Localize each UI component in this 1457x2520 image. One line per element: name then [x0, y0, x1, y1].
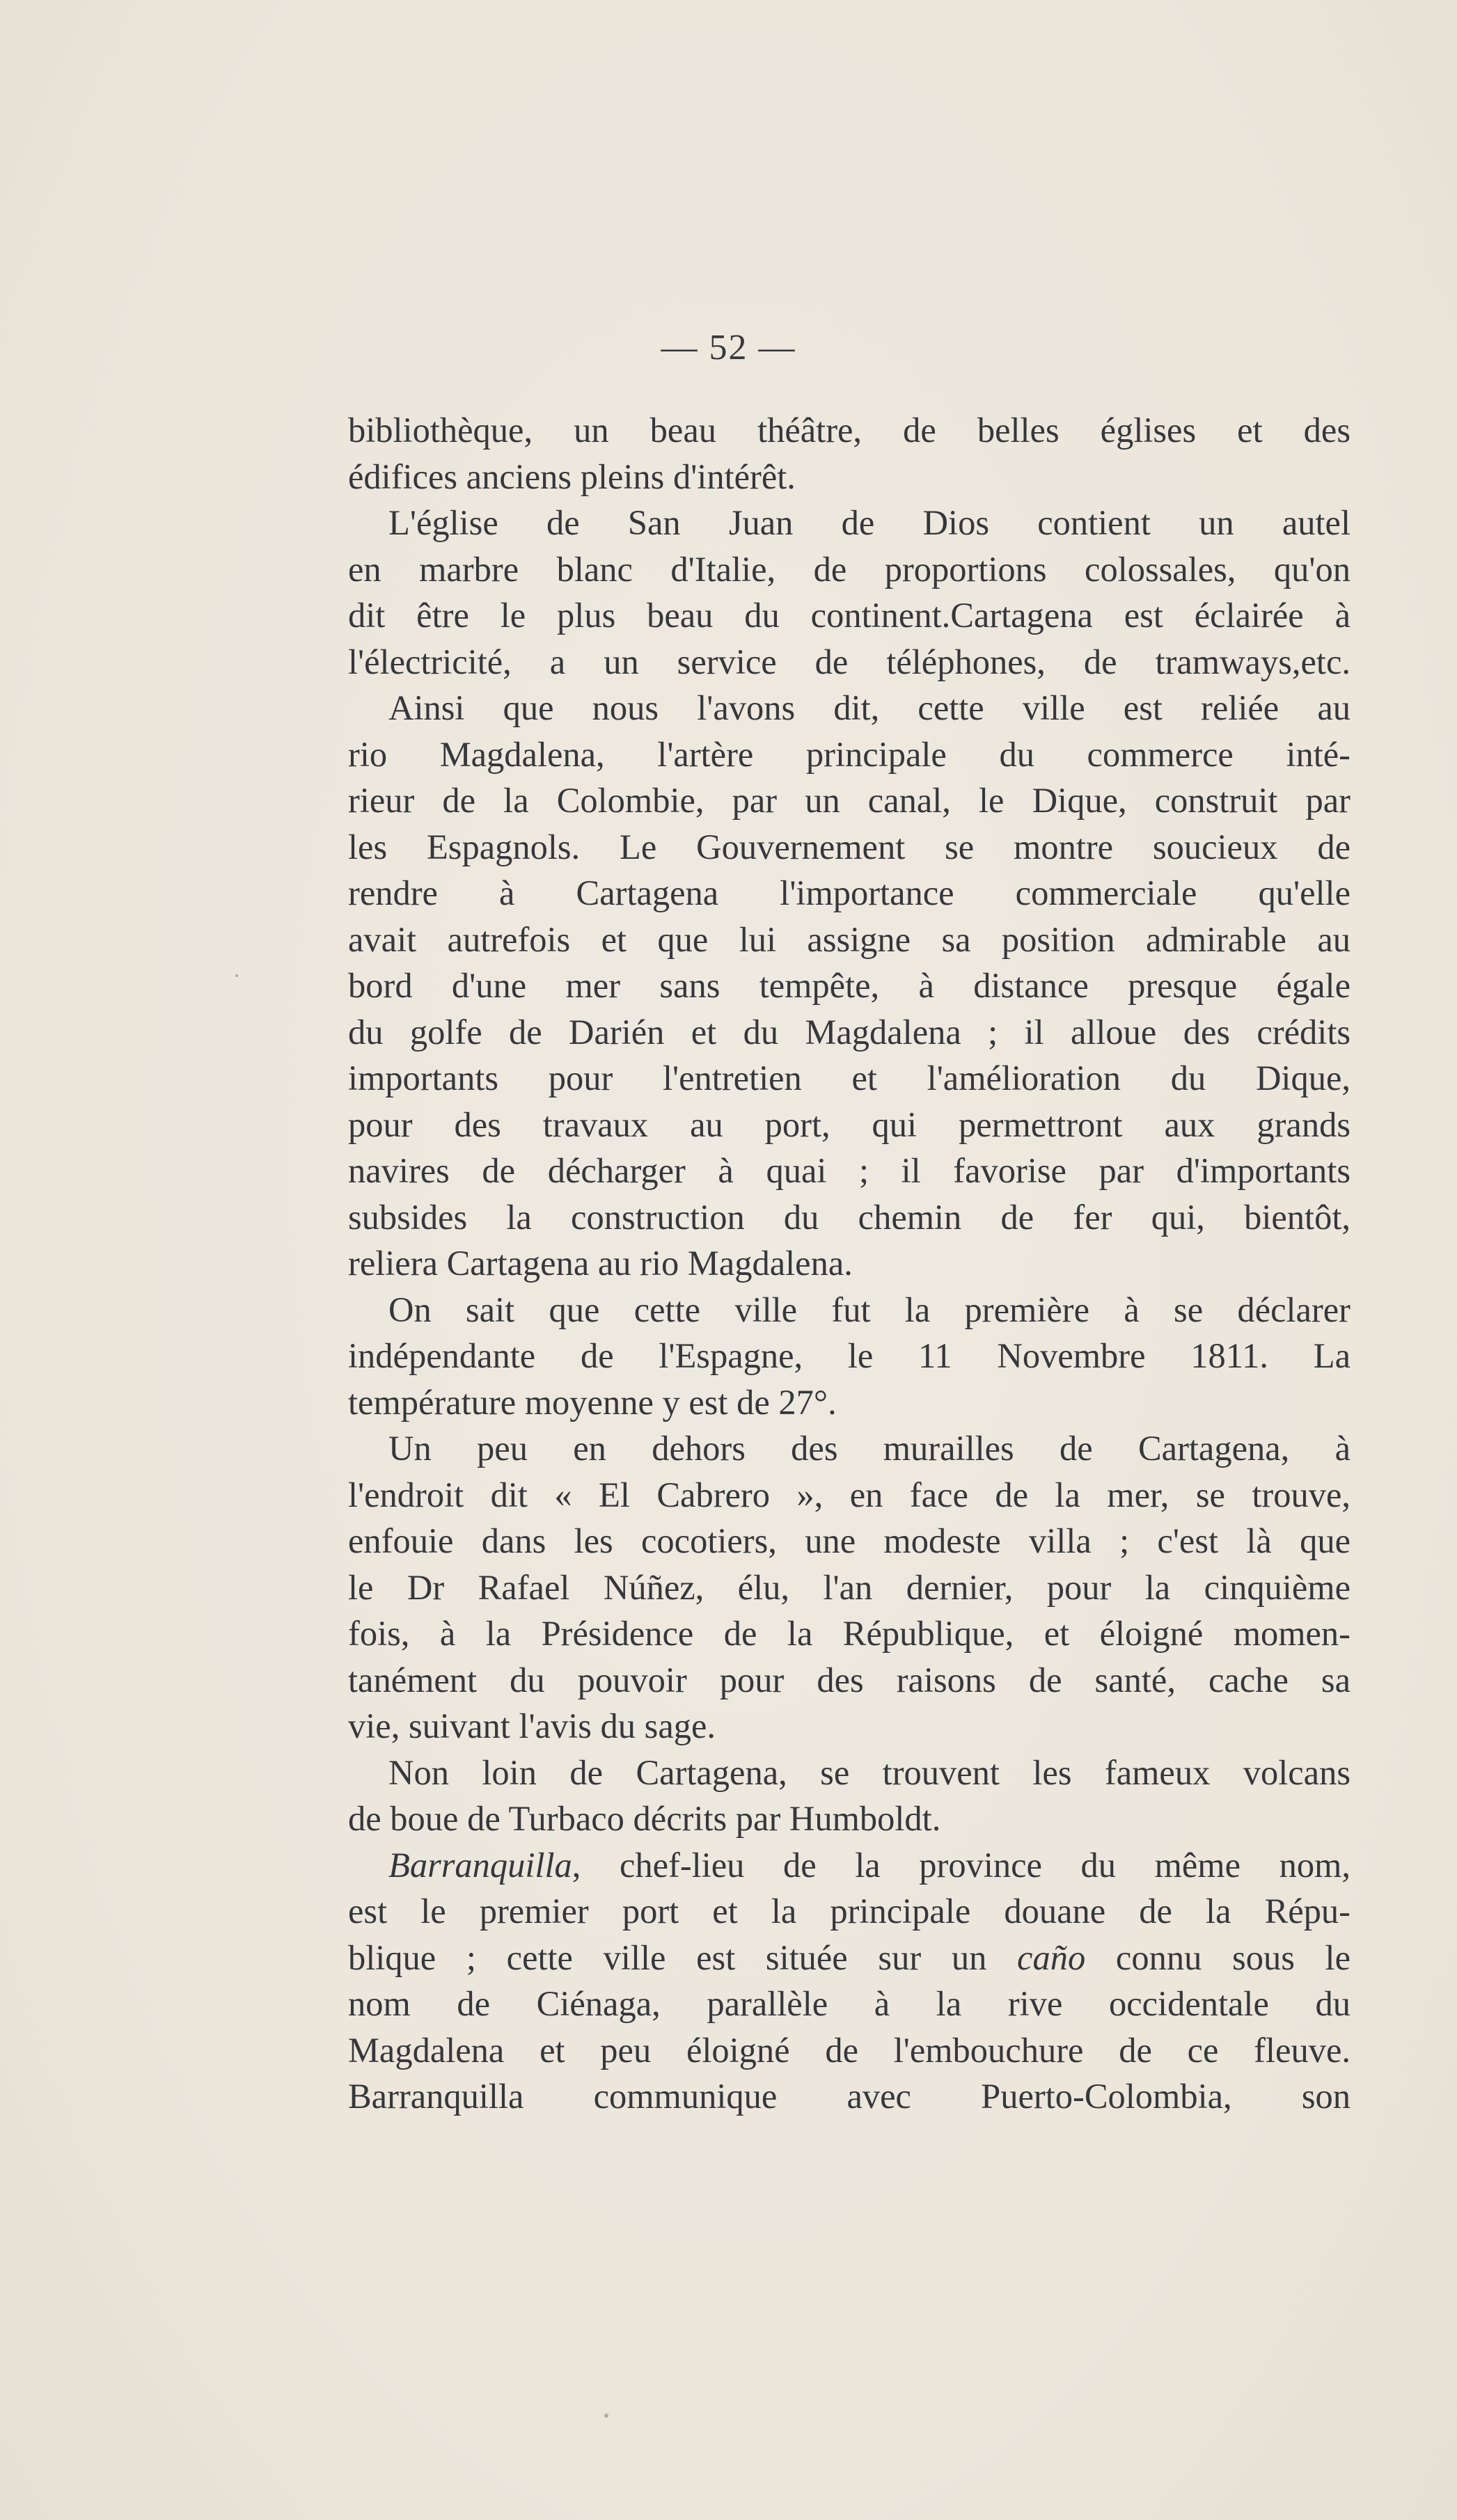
text-line: Magdalena et peu éloigné de l'embouchure de ce fleuve. — [348, 2030, 1350, 2070]
text-line: les Espagnols. Le Gouvernement se montre soucieux de — [348, 827, 1350, 866]
paragraph — [348, 1750, 1350, 1842]
text-line: Barranquilla communique avec Puerto-Colombia, son — [348, 2077, 1350, 2116]
text-line: dit être le plus beau du continent.Cartagena est éclairée à — [348, 596, 1350, 635]
paragraph — [348, 685, 1350, 1287]
text-run: blique ; cette ville est située sur un — [348, 1937, 1018, 1977]
text-line: édifices anciens pleins d'intérêt. — [348, 457, 796, 496]
paper-speck — [604, 2414, 608, 2418]
text-line: est le premier port et la principale douane de la Répu- — [348, 1892, 1350, 1931]
paragraph — [348, 1287, 1350, 1426]
text-line: indépendante de l'Espagne, le 11 Novembre 1811. La — [348, 1336, 1350, 1375]
text-line — [348, 1842, 1350, 1889]
text-line: l'électricité, a un service de téléphones, de tramways,etc. — [348, 642, 1350, 681]
text-line: vie, suivant l'avis du sage. — [348, 1706, 716, 1745]
text-line: bord d'une mer sans tempête, à distance presque égale — [348, 966, 1350, 1005]
text-line: avait autrefois et que lui assigne sa position admirable au — [348, 919, 1350, 959]
text-line: l'endroit dit « El Cabrero », en face de la mer, se trouve, — [348, 1475, 1350, 1514]
text-line: bibliothèque, un beau théâtre, de belles églises et des — [348, 411, 1350, 450]
text-line: enfouie dans les cocotiers, une modeste villa ; c'est là que — [348, 1521, 1350, 1560]
text-line: rio Magdalena, l'artère principale du commerce inté- — [348, 734, 1350, 774]
text-line: L'église de San Juan de Dios contient un autel — [388, 503, 1350, 542]
paragraph — [348, 500, 1350, 685]
text-line: en marbre blanc d'Italie, de proportions colossales, qu'on — [348, 549, 1350, 589]
text-line: Non loin de Cartagena, se trouvent les fameux volcans — [388, 1752, 1350, 1792]
text-line: On sait que cette ville fut la première à se déclarer — [388, 1290, 1350, 1329]
text-line: température moyenne y est de 27°. — [348, 1382, 837, 1422]
text-line: Ainsi que nous l'avons dit, cette ville est reliée au — [388, 688, 1350, 727]
text-line: importants pour l'entretien et l'amélioration du Dique, — [348, 1059, 1350, 1097]
text-line: du golfe de Darién et du Magdalena ; il alloue des crédits — [348, 1012, 1350, 1052]
italic-place-name: Barranquilla — [388, 1845, 572, 1885]
text-line: le Dr Rafael Núñez, élu, l'an dernier, pour la cinquième — [348, 1567, 1350, 1607]
paragraph — [348, 1842, 1350, 2120]
text-line: navires de décharger à quai ; il favorise par d'importants — [348, 1151, 1350, 1190]
text-line: reliera Cartagena au rio Magdalena. — [348, 1244, 853, 1283]
text-line: rieur de la Colombie, par un canal, le Dique, construit par — [348, 781, 1350, 820]
body-text — [348, 407, 1350, 2120]
text-line: pour des travaux au port, qui permettront aux grands — [348, 1104, 1350, 1144]
page-number: — 52 — — [661, 328, 796, 367]
paragraph — [348, 407, 1350, 500]
italic-term: caño — [1017, 1937, 1086, 1977]
text-run: connu sous le — [1085, 1937, 1350, 1977]
text-line: tanément du pouvoir pour des raisons de santé, cache sa — [348, 1660, 1350, 1699]
text-line: rendre à Cartagena l'importance commerciale qu'elle — [348, 873, 1350, 912]
text-line: Un peu en dehors des murailles de Cartagena, à — [388, 1429, 1350, 1468]
text-line: fois, à la Présidence de la République, et éloigné momen- — [348, 1614, 1350, 1653]
paper-speck — [235, 974, 238, 977]
text-line: subsides la construction du chemin de fer qui, bientôt, — [348, 1197, 1350, 1237]
text-line — [348, 1935, 1350, 1981]
text-line: nom de Ciénaga, parallèle à la rive occidentale du — [348, 1984, 1350, 2023]
text-run: , chef-lieu de la province du même nom, — [572, 1845, 1350, 1885]
paragraph — [348, 1425, 1350, 1750]
text-line: de boue de Turbaco décrits par Humboldt. — [348, 1799, 941, 1838]
